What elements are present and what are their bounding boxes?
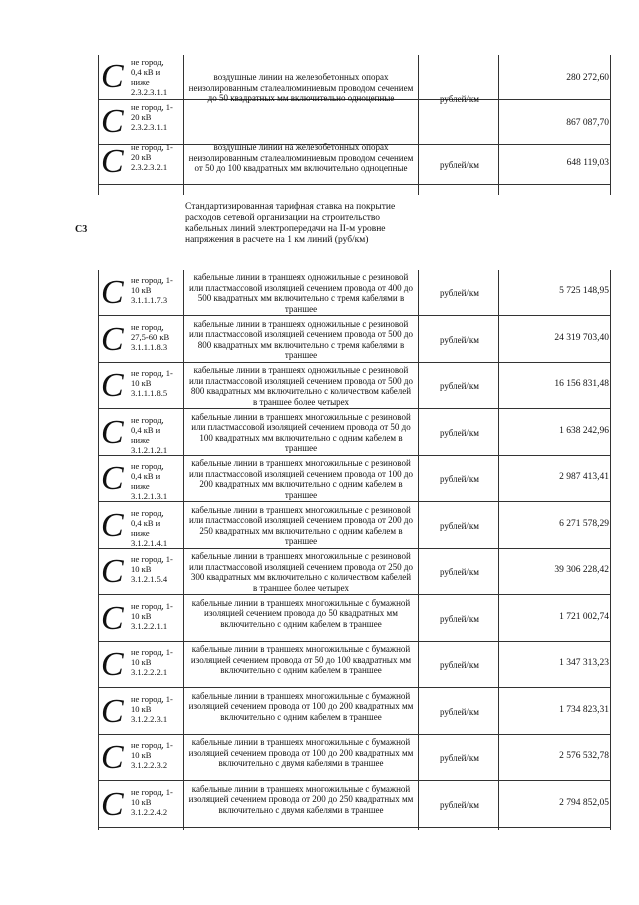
- row-code: [131, 415, 183, 455]
- row-code: [131, 740, 183, 770]
- row-unit: рублей/км: [440, 613, 479, 624]
- row-value: 24 319 703,40: [554, 332, 609, 343]
- row-code-line: не город, 1-: [131, 554, 173, 564]
- row-code-line: 3.1.2.2.3.2: [131, 760, 168, 770]
- row-code-line: 0,4 кВ и: [131, 424, 161, 435]
- row-value: 867 087,70: [566, 118, 609, 128]
- row-code: [131, 368, 183, 398]
- row-description: кабельные линии в траншеях многожильные с бумажной изоляцией сечением провода от 100 до 200 квадратных мм включительно с одним кабелем в траншее: [188, 690, 414, 722]
- row-unit: рублей/км: [440, 706, 479, 717]
- row-code-line: ниже: [131, 527, 150, 538]
- row-letter: C: [101, 785, 124, 823]
- row-description: воздушные линии на железобетонных опорах неизолированным сталеалюминиевым проводом сечением до 50 квадратных мм включительно одноцепные: [188, 72, 414, 103]
- row-letter: C: [101, 460, 124, 497]
- row-value: 2 987 413,41: [559, 472, 609, 482]
- row-code: [131, 102, 183, 132]
- row-value: 1 721 002,74: [559, 611, 609, 622]
- table-row: [0, 363, 639, 409]
- row-unit: рублей/км: [440, 567, 479, 577]
- row-unit: рублей/км: [440, 160, 479, 170]
- row-value: 1 638 242,96: [559, 425, 609, 436]
- row-description: кабельные линии в траншеях многожильные с резиновой или пластмассовой изоляцией сечением провода от 250 до 300 квадратных мм включительно с количеством кабелей в траншее более четырех: [189, 551, 413, 593]
- row-letter: C: [101, 367, 124, 404]
- row-code-line: не город, 1-: [131, 600, 173, 611]
- table-row: [0, 782, 639, 828]
- row-code-line: не город, 1-: [131, 740, 173, 750]
- row-code: [131, 647, 183, 677]
- row-letter: C: [101, 599, 124, 637]
- row-code-line: 10 кВ: [131, 796, 152, 807]
- row-code-line: не город,: [131, 321, 164, 332]
- row-code-line: 10 кВ: [131, 564, 152, 574]
- table-row: [0, 456, 639, 502]
- row-code-line: 3.1.1.1.8.3: [131, 341, 168, 352]
- row-description: кабельные линии в траншеях многожильные с бумажной изоляцией сечением провода от 50 до 100 квадратных мм включительно с одним кабелем в траншее: [190, 644, 412, 675]
- row-value: 648 119,03: [566, 158, 609, 168]
- row-letter: C: [101, 646, 124, 683]
- table-row: [0, 642, 639, 688]
- row-code: [131, 322, 183, 352]
- row-code-line: 3.1.1.1.8.5: [131, 388, 168, 398]
- row-code-line: 10 кВ: [131, 657, 152, 667]
- row-code: [131, 554, 183, 584]
- row-code: [131, 694, 183, 724]
- row-code: [131, 601, 183, 631]
- row-description: воздушные линии на железобетонных опорах неизолированным сталеалюминиевым проводом сечением от 50 до 100 квадратных мм включительно одноцепные: [188, 142, 414, 173]
- row-description: кабельные линии в траншеях многожильные с бумажной изоляцией сечением провода от 100 до 200 квадратных мм включительно с двумя кабелями в траншее: [188, 737, 414, 768]
- row-code-line: 3.1.2.2.1.1: [131, 620, 168, 631]
- row-code-line: 27,5-60 кВ: [131, 331, 170, 342]
- row-code: [131, 508, 183, 548]
- row-divider: [98, 184, 610, 185]
- row-value: 39 306 228,42: [554, 565, 609, 575]
- row-unit: рублей/км: [440, 660, 479, 670]
- table-row: [0, 596, 639, 642]
- row-code-line: 2.3.2.3.2.1: [131, 162, 168, 172]
- row-code-line: не город, 1-: [131, 275, 173, 285]
- row-unit: рублей/км: [440, 753, 479, 763]
- row-letter: C: [101, 103, 124, 140]
- row-code-line: 10 кВ: [131, 610, 152, 621]
- table-row: [0, 503, 639, 549]
- row-code-line: 10 кВ: [131, 285, 152, 295]
- row-letter: C: [101, 58, 124, 95]
- row-letter: C: [101, 692, 124, 730]
- table-row: [0, 140, 639, 185]
- row-value: 2 576 532,78: [559, 751, 609, 761]
- row-value: 280 272,60: [566, 73, 609, 83]
- row-code-line: 3.1.1.1.7.3: [131, 295, 168, 305]
- row-value: 2 794 852,05: [559, 797, 609, 808]
- row-code-line: 10 кВ: [131, 703, 152, 714]
- row-code-line: 10 кВ: [131, 378, 152, 388]
- row-unit: рублей/км: [440, 799, 479, 810]
- row-description: кабельные линии в траншеях одножильные с резиновой или пластмассовой изоляцией сечением провода от 400 до 500 квадратных мм включительно с тремя кабелями в траншее: [189, 272, 413, 314]
- row-code-line: не город, 1-: [131, 786, 173, 797]
- row-description: кабельные линии в траншеях многожильные с резиновой или пластмассовой изоляцией сечением провода от 200 до 250 квадратных мм включительно с одним кабелем в траншее: [189, 504, 413, 546]
- row-unit: рублей/км: [440, 94, 479, 104]
- row-code-line: не город, 1-: [131, 368, 173, 378]
- row-description: кабельные линии в траншеях многожильные с бумажной изоляцией сечением провода от 200 до 250 квадратных мм включительно с двумя кабелями в траншее: [188, 783, 414, 815]
- row-letter: C: [101, 274, 124, 311]
- row-value: 6 271 578,29: [559, 518, 609, 529]
- row-description: кабельные линии в траншеях многожильные с бумажной изоляцией сечением провода до 50 квадратных мм включительно с одним кабелем в траншее: [191, 597, 411, 629]
- row-code: [131, 461, 183, 501]
- row-unit: рублей/км: [440, 520, 479, 531]
- row-code-line: 3.1.2.1.3.1: [131, 491, 168, 501]
- row-code-line: ниже: [131, 77, 150, 87]
- row-code-line: не город, 1-: [131, 142, 173, 152]
- row-code: [131, 142, 183, 172]
- row-code-line: не город, 1-: [131, 102, 173, 112]
- row-code-line: не город,: [131, 507, 164, 518]
- row-letter: C: [101, 506, 124, 544]
- row-code: [131, 787, 183, 817]
- row-code-line: 3.1.2.2.4.2: [131, 806, 168, 817]
- row-code-line: ниже: [131, 434, 150, 445]
- row-code-line: 0,4 кВ и: [131, 67, 161, 77]
- table-row: [0, 270, 639, 316]
- row-code-line: не город,: [131, 57, 164, 67]
- row-code-line: 0,4 кВ и: [131, 517, 161, 528]
- row-letter: C: [101, 413, 124, 451]
- row-value: 1 347 313,23: [559, 658, 609, 668]
- row-code-line: 20 кВ: [131, 152, 152, 162]
- row-code-line: не город, 1-: [131, 647, 173, 657]
- row-value: 5 725 148,95: [559, 286, 609, 296]
- row-letter: C: [101, 143, 124, 180]
- table-row: [0, 689, 639, 735]
- row-divider: [98, 827, 610, 828]
- row-unit: рублей/км: [440, 288, 479, 298]
- row-unit: рублей/км: [440, 474, 479, 484]
- row-code-line: 2.3.2.3.1.1: [131, 122, 168, 132]
- row-code-line: 2.3.2.3.1.1: [131, 87, 168, 97]
- row-code-line: ниже: [131, 481, 150, 491]
- row-code-line: 3.1.2.2.2.1: [131, 667, 168, 677]
- row-code-line: не город, 1-: [131, 693, 173, 704]
- table-row: [0, 317, 639, 363]
- section-title: Стандартизированная тарифная ставка на покрытие расходов сетевой организации на строительство кабельных линий электропередачи на II-м уровне напряжения в расчете на 1 км линий (руб/км): [185, 202, 396, 245]
- row-code-line: 20 кВ: [131, 112, 152, 122]
- row-letter: C: [101, 320, 124, 358]
- row-code-line: 3.1.2.2.3.1: [131, 713, 168, 724]
- table-row: [0, 549, 639, 595]
- row-code-line: не город,: [131, 414, 164, 425]
- row-value: 16 156 831,48: [554, 379, 609, 389]
- row-code-line: 3.1.2.1.2.1: [131, 444, 168, 455]
- table-row: [0, 735, 639, 781]
- row-code-line: не город,: [131, 461, 164, 471]
- row-code-line: 10 кВ: [131, 750, 152, 760]
- row-unit: рублей/км: [440, 381, 479, 391]
- row-description: кабельные линии в траншеях одножильные с резиновой или пластмассовой изоляцией сечением провода от 500 до 800 квадратных мм включительно с тремя кабелями в траншее: [189, 318, 413, 360]
- row-value: 1 734 823,31: [559, 704, 609, 715]
- row-letter: C: [101, 553, 124, 590]
- row-description: кабельные линии в траншеях многожильные с резиновой или пластмассовой изоляцией сечением провода от 100 до 200 квадратных мм включительно с одним кабелем в траншее: [189, 458, 413, 500]
- row-description: кабельные линии в траншеях многожильные с резиновой или пластмассовой изоляцией сечением провода от 50 до 100 квадратных мм включительно с одним кабелем в траншее: [191, 411, 411, 453]
- row-code: [131, 57, 183, 97]
- row-code-line: 0,4 кВ и: [131, 471, 161, 481]
- row-letter: C: [101, 739, 124, 776]
- row-description: кабельные линии в траншеях одножильные с резиновой или пластмассовой изоляцией сечением провода от 500 до 800 квадратных мм включительно с количеством кабелей в траншее более четырех: [189, 365, 413, 407]
- row-code: [131, 275, 183, 305]
- table-row: [0, 410, 639, 456]
- row-code-line: 3.1.2.1.4.1: [131, 537, 168, 548]
- row-unit: рублей/км: [440, 427, 479, 438]
- row-unit: рублей/км: [440, 334, 479, 345]
- section-label: С3: [75, 224, 88, 235]
- row-code-line: 3.1.2.1.5.4: [131, 574, 168, 584]
